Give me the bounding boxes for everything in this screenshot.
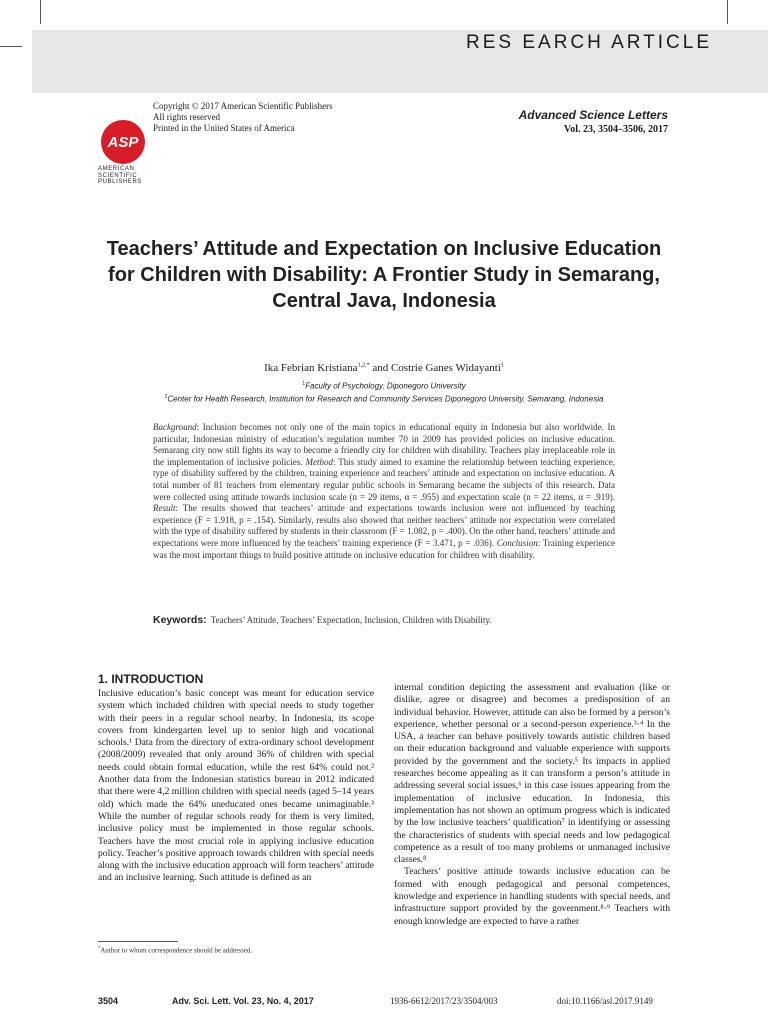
affiliation-2: $^2$Center for Health Research, Institution for Research and Community Services Diponegoro University, Semarang, Indonesia [164, 394, 604, 404]
affiliation-1: $^1$Faculty of Psychology, Diponegoro University [302, 381, 466, 391]
article-title: Teachers’ Attitude and Expectation on Inclusive Education for Children with Disability: A Frontier Study in Semarang, Central Java, Indonesia [106, 238, 662, 312]
footer-doi: doi:10.1166/asl.2017.9149 [557, 996, 653, 1006]
keywords [153, 614, 615, 626]
author-name: Ika Febrian Kristiana [264, 362, 358, 374]
article-type-label: RES EARCH ARTICLE [466, 32, 712, 53]
paragraph: Inclusive education’s basic concept was meant for education service system which included children with special needs to study together with their peers in a regular school nearby. In Indonesia, its scope covers from kindergarten level up to senior high and vocational schools.¹ Data from the directory of extra-ordinary school development (2008/2009) revealed that only around 36% of children with special needs could obtain formal education, while the rest 64% could not.² Another data from the Indonesian statistics bureau in 2012 indicated that there were 4,2 million children with special needs (aged 5–14 years old) which made the 64% uneducated ones became unimaginable.³ While the number of regular schools ready for them is very limited, inclusive policy must be implemented in those regular schools. Teachers have the most crucial role in applying inclusive education policy. Teacher’s positive approach towards children with special needs along with the inclusive education approach will form teachers’ attitude and an inclusive learning. Such attitude is defined as an [98, 688, 374, 884]
asp-logo-icon: ASP [101, 120, 145, 164]
paragraph: internal condition depicting the assessment and evaluation (like or dislike, agree or disagree) and becomes a predisposition of an individual behavior. However, attitude can also be formed by a person’s experience, whether personal or a second-person experience.³·⁴ In the USA, a teacher can behave positively towards autistic children based on their education background and valuable experience with supports provided by the government and the society.⁵ Its impacts in applied researches become appealing as it can transform a person’s attitude in addressing several social issues,⁶ in this case issues appearing from the implementation of inclusive education. In Indonesia, this implementation has not shown an optimum progress which is indicated by the low inclusive teachers’ qualification⁷ in identifying or assessing the characteristics of students with special needs and low pedagogical competence as a result of too many problems or unmanaged inclusive classes.⁸ [394, 682, 670, 866]
footnote-rule [98, 941, 178, 942]
footer-journal: Adv. Sci. Lett. Vol. 23, No. 4, 2017 [172, 996, 314, 1006]
body-column-left [98, 688, 374, 926]
section-heading: 1. INTRODUCTION [98, 672, 204, 686]
journal-name: Advanced Science Letters [518, 108, 668, 122]
page-number: 3504 [98, 996, 119, 1006]
crop-mark [727, 0, 728, 24]
crop-mark [40, 0, 41, 24]
body-column-right [394, 682, 670, 962]
copyright-notice: Copyright © 2017 American Scientific Publishers All rights reserved Printed in the United States of America [153, 101, 333, 133]
author-name: Costrie Ganes Widayanti [390, 362, 501, 374]
abstract: Background: Inclusion becomes not only one of the main topics in educational equity in Indonesia but also worldwide. In particular, Indonesian ministry of education’s regulation number 70 in 2009 has provided policies on inclusive education. Semarang city now still fights its way to become a friendly city for children with disability. Teachers play irreplaceable role in the implementation of inclusive policies. Method: This study aimed to examine the relationship between teaching experience, type of disability suffered by the children, training experience and teachers’ attitude and expectation on inclusive education. A total number of 81 teachers from elementary regular public schools in Semarang became the subjects of this research. Data were collected using attitude towards inclusion scale (n = 29 items, α = .955) and expectation scale (n = 22 items, α = .919). Result: The results showed that teachers’ attitude and expectations towards inclusion were not influenced by teaching experience (F = 1.918, p = .154). Similarly, results also showed that neither teachers’ attitude nor expectation were correlated with the type of disability suffered by students in their classroom (F = 1.082, p = .400). On the other hand, teachers’ attitude and expectations were more influenced by the teachers’ training experience (F = 3.471, p = .036). Conclusion: Training experience was the most important things to build positive attitude on inclusive education for children with disability. [153, 422, 615, 560]
keywords-label: Keywords: [153, 614, 207, 626]
author-list: Ika Febrian Kristiana$^{1,2,*}$ and Costrie Ganes Widayanti$^1$ [264, 362, 504, 374]
publisher-logo [98, 120, 148, 186]
crop-mark [0, 46, 22, 47]
footer-issn: 1936-6612/2017/23/3504/003 [390, 996, 498, 1006]
journal-info [519, 108, 668, 135]
keywords-text: Teachers’ Attitude, Teachers’ Expectation, Inclusion, Children with Disability. [210, 615, 492, 625]
publisher-logo-text: AMERICAN SCIENTIFIC PUBLISHERS [98, 166, 143, 185]
journal-volume: Vol. 23, 3504–3506, 2017 [563, 124, 668, 135]
footnote: *Author to whom correspondence should be addressed. [98, 945, 253, 955]
paragraph: Teachers’ positive attitude towards inclusive education can be formed with enough pedagogical and personal competences, knowledge and experience in handling students with special needs, and infrastructure support provided by the government.⁸·⁹ Teachers with enough knowledge are expected to have a rather [394, 866, 670, 927]
